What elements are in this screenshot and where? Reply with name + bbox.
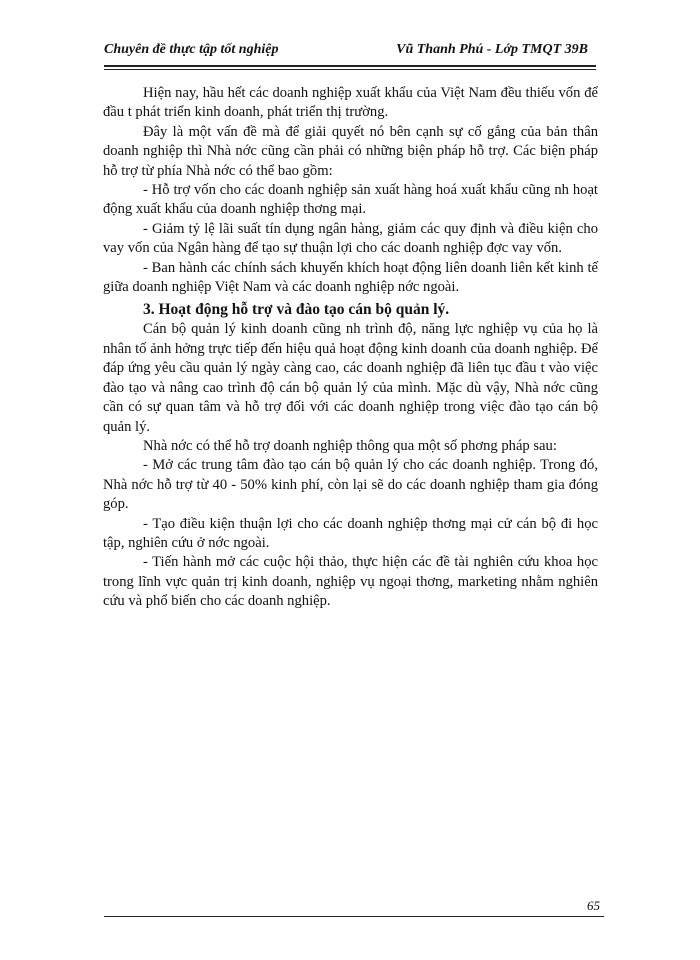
header-rule-thin: [104, 69, 596, 70]
page-number: 65: [587, 898, 600, 913]
body-paragraph: Cán bộ quản lý kinh doanh cũng nh trình độ, năng lực nghiệp vụ của họ là nhân tố ảnh hởng trực tiếp đến hiệu quả hoạt động kinh doanh của doanh nghiệp. Để đáp ứng yêu cầu quản lý ngày càng cao, các doanh nghiệp đã liên tục đầu t vào việc đào tạo và nâng cao trình độ cán bộ quản lý của mình. Mặc dù vậy, Nhà nớc cũng cần có sự quan tâm và hỗ trợ đối với các doanh nghiệp trong việc đào tạo cán bộ quản lý.: [103, 321, 598, 435]
body-paragraph: - Tạo điều kiện thuận lợi cho các doanh nghiệp thơng mại cử cán bộ đi học tập, nghiên cứu ở nớc ngoài.: [103, 515, 598, 551]
body-paragraph: - Ban hành các chính sách khuyến khích hoạt động liên doanh liên kết kinh tế giữa doanh nghiệp Việt Nam và các doanh nghiệp nớc ngoài.: [103, 259, 598, 296]
body-paragraph: Đây là một vấn đề mà để giải quyết nó bên cạnh sự cố gắng của bản thân doanh nghiệp thì Nhà nớc cũng cần phải có những biện pháp hỗ trợ. Các biện pháp hỗ trợ từ phía Nhà nớc có thể bao gồm:: [103, 123, 598, 179]
body-paragraph: - Mở các trung tâm đào tạo cán bộ quản lý cho các doanh nghiệp. Trong đó, Nhà nớc hỗ trợ từ 40 - 50% kinh phí, còn lại sẽ do các doanh nghiệp tham gia đóng góp.: [103, 457, 598, 513]
footer-rule: [104, 916, 604, 917]
body-paragraph: - Tiến hành mở các cuộc hội thảo, thực hiện các đề tài nghiên cứu khoa học trong lĩnh vực quản trị kinh doanh, nghiệp vụ ngoại thơng, marketing nhằm nghiên cứu và phổ biến cho các doanh nghiệp.: [103, 554, 598, 610]
body-paragraph: - Hỗ trợ vốn cho các doanh nghiệp sản xuất hàng hoá xuất khẩu cũng nh hoạt động xuất khẩu của doanh nghiệp thơng mại.: [103, 182, 598, 218]
page-header: [104, 40, 588, 64]
section-heading: 3. Hoạt động hỗ trợ và đào tạo cán bộ quản lý.: [143, 301, 450, 319]
page-body: [103, 84, 598, 612]
body-paragraph: Nhà nớc có thể hỗ trợ doanh nghiệp thông qua một số phơng pháp sau:: [143, 437, 557, 454]
header-rule-thick: [104, 65, 596, 67]
header-author-class: Vũ Thanh Phú - Lớp TMQT 39B: [396, 42, 588, 57]
body-paragraph: - Giảm tỷ lệ lãi suất tín dụng ngân hàng, giảm các quy định và điều kiện cho vay vốn của Ngân hàng để tạo sự thuận lợi cho các doanh nghiệp đợc vay vốn.: [103, 220, 598, 257]
header-document-title: Chuyên đề thực tập tốt nghiệp: [104, 42, 279, 57]
body-paragraph: Hiện nay, hầu hết các doanh nghiệp xuất khẩu của Việt Nam đều thiếu vốn để đầu t phát triển kinh doanh, phát triển thị trường.: [103, 85, 598, 121]
